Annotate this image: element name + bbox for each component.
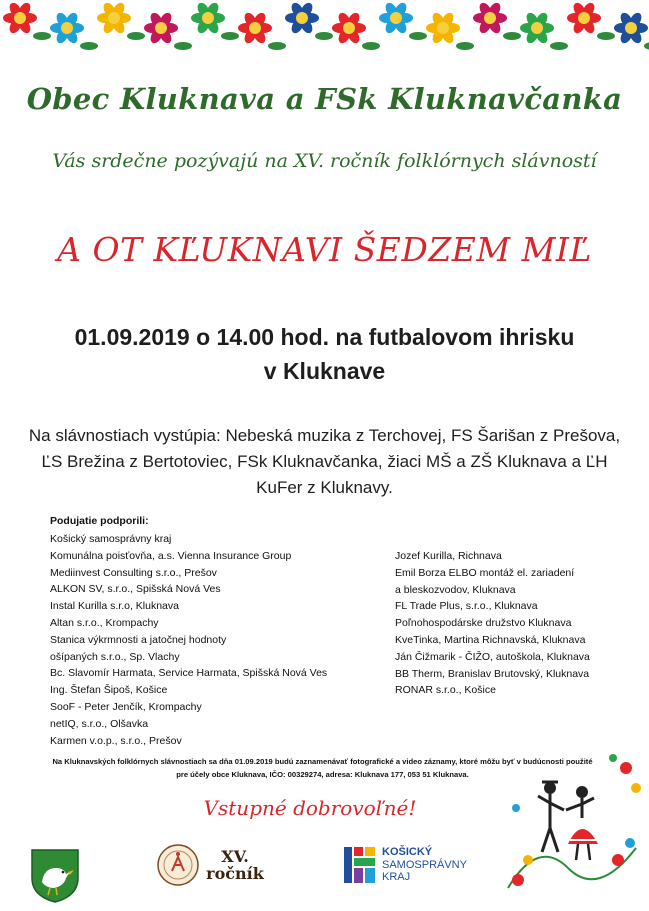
sponsor-item: Košický samosprávny kraj xyxy=(50,533,172,545)
sponsor-item: Altan s.r.o., Krompachy xyxy=(50,616,159,629)
xv-rocnik-text xyxy=(200,848,270,882)
sponsor-item: SooF - Peter Jenčík, Krompachy xyxy=(50,700,202,713)
xv-rocnik-badge xyxy=(156,843,200,892)
folk-flower-border-icon xyxy=(0,0,649,62)
badge-line-2: ročník xyxy=(206,864,264,883)
sponsor-item: FL Trade Plus, s.r.o., Kluknava xyxy=(395,600,538,613)
ksk-line-3: KRAJ xyxy=(382,871,411,883)
sponsor-item: RONAR s.r.o., Košice xyxy=(395,684,496,697)
datetime-line-2: v Kluknave xyxy=(263,358,386,384)
sponsor-item: ALKON SV, s.r.o., Spišská Nová Ves xyxy=(50,583,221,596)
sponsor-item: ošípaných s.r.o., Sp. Vlachy xyxy=(50,650,180,663)
sponsor-item: Jozef Kurilla, Richnava xyxy=(395,550,502,562)
sponsor-item: Ing. Štefan Šipoš, Košice xyxy=(50,684,168,697)
folk-dancers-icon xyxy=(498,748,644,898)
ksk-text xyxy=(382,846,467,884)
sponsors-heading: Podujatie podporili: xyxy=(50,515,149,527)
sponsor-item: Karmen v.o.p., s.r.o., Prešov xyxy=(50,734,182,747)
organizers-title: Obec Kluknava a FSk Kluknavčanka xyxy=(26,82,623,116)
sponsors-right-list xyxy=(395,548,635,699)
datetime-line-1: 01.09.2019 o 14.00 hod. na futbalovom ihrisku xyxy=(74,324,575,350)
recording-notice: Na Kluknavských folklórnych slávnostiach sa dňa 01.09.2019 budú zaznamenávať fotografické a video záznamy, ktoré môžu byť v budúcnosti použité pre účely obce Kluknava, IČO: 00329274, adresa: Kluknava 177, 053 51 Kluknava. xyxy=(52,757,593,779)
sponsor-item: Bc. Slavomír Harmata, Service Harmata, Spišská Nová Ves xyxy=(50,667,328,680)
sponsor-item: KveTinka, Martina Richnavská, Kluknava xyxy=(395,633,586,646)
sponsor-item: Poľnohospodárske družstvo Kluknava xyxy=(395,617,572,630)
sponsor-item: Emil Borza ELBO montáž el. zariadení xyxy=(395,566,575,579)
sponsor-item: Stanica výkrmnosti a jatočnej hodnoty xyxy=(50,633,227,646)
sponsor-item: a bleskozvodov, Kluknava xyxy=(395,583,516,596)
kluknava-crest xyxy=(30,848,80,909)
ksk-line-1: KOŠICKÝ xyxy=(382,846,433,858)
folk-dancers-illustration xyxy=(498,748,644,903)
performers-text: Na slávnostiach vystúpia: Nebeská muzika z Terchovej, FS Šarišan z Prešova, ĽS Brežina z Bertotoviec, FSk Kluknavčanka, žiaci MŠ a ZŠ Kluknava a ĽH KuFer z Kluknavy. xyxy=(28,426,621,497)
sponsor-item: Ján Čižmarik - ČIŽO, autoškola, Kluknava xyxy=(395,650,590,663)
sponsors-left-list xyxy=(50,531,380,749)
entry-fee-text: Vstupné dobrovoľné! xyxy=(203,796,417,820)
ksk-logo xyxy=(343,846,377,889)
sponsor-item: BB Therm, Branislav Brutovský, Kluknava xyxy=(395,667,590,680)
invitation-subtitle: Vás srdečne pozývajú na XV. ročník folklórnych slávností xyxy=(52,150,597,172)
ksk-line-2: SAMOSPRÁVNY xyxy=(382,858,467,871)
event-datetime xyxy=(0,320,649,388)
sponsor-item: Instal Kurilla s.r.o, Kluknava xyxy=(50,600,179,613)
festival-badge-icon xyxy=(156,843,200,887)
sponsor-item: Mediinvest Consulting s.r.o., Prešov xyxy=(50,566,217,579)
sponsor-item: Komunálna poisťovňa, a.s. Vienna Insurance Group xyxy=(50,549,292,562)
event-name: A OT KĽUKNAVI ŠEDZEM MIĽ xyxy=(57,230,592,269)
header-folk-border xyxy=(0,0,649,62)
kluknava-crest-icon xyxy=(30,848,80,904)
ksk-logo-icon xyxy=(343,846,377,884)
sponsor-item: netIQ, s.r.o., Olšavka xyxy=(50,717,149,730)
badge-line-1: XV. xyxy=(221,847,249,866)
